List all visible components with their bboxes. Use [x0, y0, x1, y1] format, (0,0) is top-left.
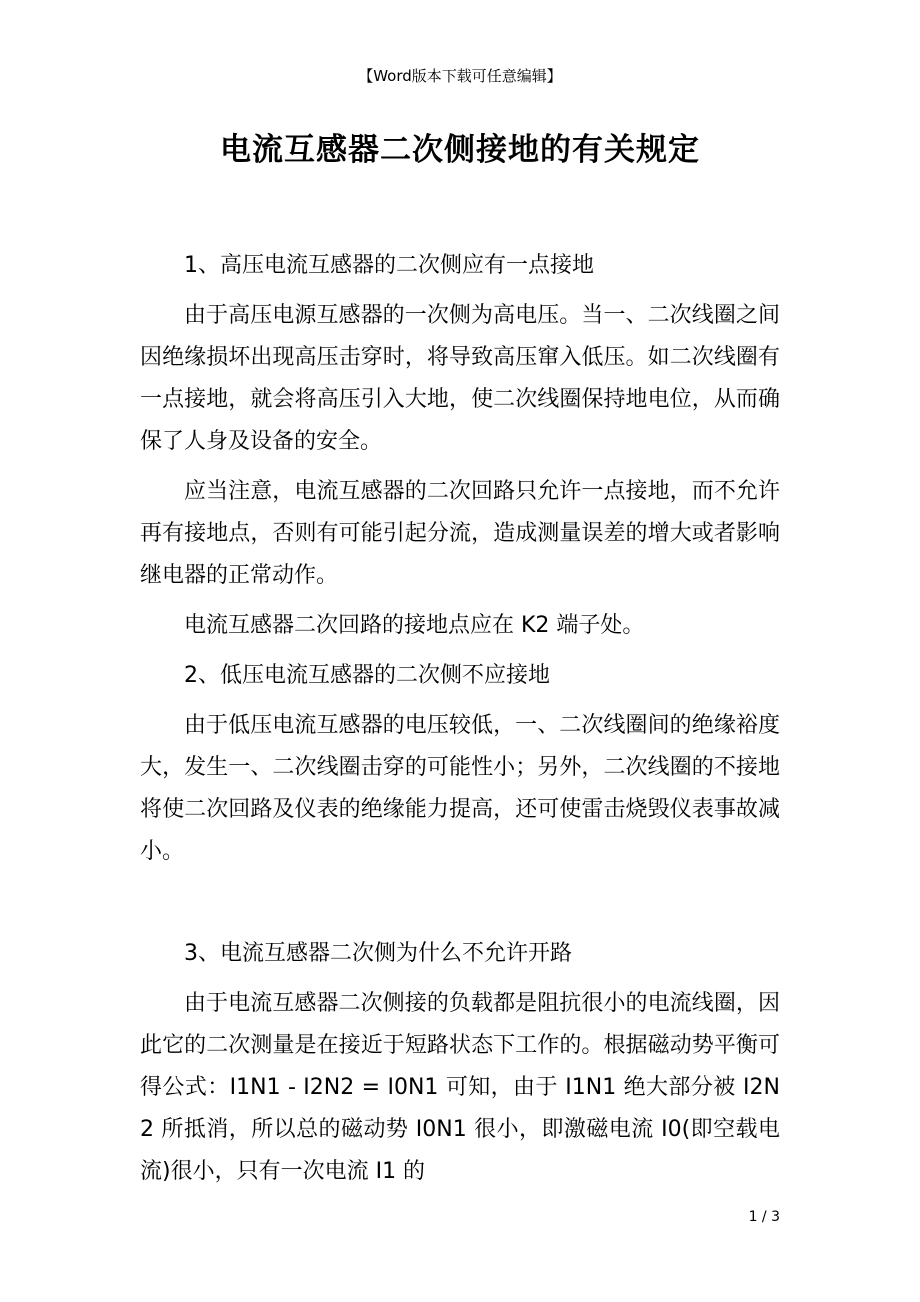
section-1-paragraph-3: 电流互感器二次回路的接地点应在 K2 端子处。	[184, 613, 645, 638]
section-3-paragraph-1: 由于电流互感器二次侧接的负载都是阻抗很小的电流线圈，因此它的二次测量是在接近于短路状态下工作的。根据磁动势平衡可得公式：I1N1 - I2N2 = I0N1 可知，由于 I1N1 绝大部分被 I2N2 所抵消，所以总的磁动势 I0N1 很小，即激磁电流 I0(即空载电流)很小，只有一次电流 I1 的	[140, 991, 780, 1184]
section-1-paragraph-2: 应当注意，电流互感器的二次回路只允许一点接地，而不允许再有接地点，否则有可能引起分流，造成测量误差的增大或者影响继电器的正常动作。	[140, 479, 780, 588]
section-2-paragraph-1: 由于低压电流互感器的电压较低，一、二次线圈间的绝缘裕度大，发生一、二次线圈击穿的可能性小；另外，二次线圈的不接地将使二次回路及仪表的绝缘能力提高，还可使雷击烧毁仪表事故减小。	[140, 713, 780, 864]
section-1-paragraph-1: 由于高压电源互感器的一次侧为高电压。当一、二次线圈之间因绝缘损坏出现高压击穿时，将导致高压窜入低压。如二次线圈有一点接地，就会将高压引入大地，使二次线圈保持地电位，从而确保了人身及设备的安全。	[140, 303, 780, 454]
document-title: 电流互感器二次侧接地的有关规定	[220, 132, 700, 168]
document-body	[140, 245, 780, 1193]
section-1-heading: 1、高压电流互感器的二次侧应有一点接地	[184, 253, 594, 278]
page-number: 1 / 3	[748, 1209, 780, 1225]
header-note: 【Word版本下载可任意编辑】	[358, 67, 562, 85]
section-3-heading: 3、电流互感器二次侧为什么不允许开路	[184, 941, 572, 966]
section-2-heading: 2、低压电流互感器的二次侧不应接地	[184, 663, 550, 688]
